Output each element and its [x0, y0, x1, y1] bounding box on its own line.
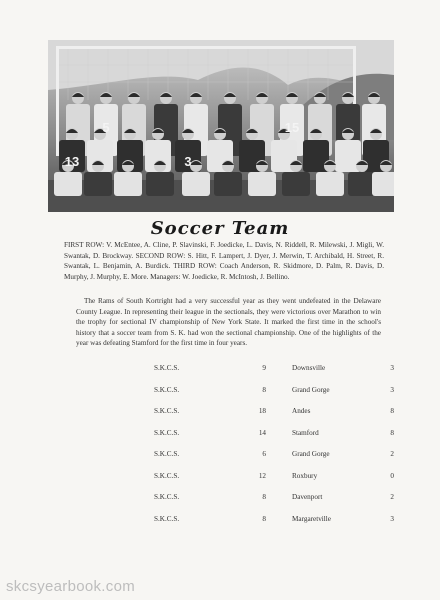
team-score: 12	[258, 471, 266, 480]
score-row	[0, 450, 440, 462]
team-score: 8	[262, 385, 266, 394]
team-name: S.K.C.S.	[154, 471, 180, 480]
season-summary: The Rams of South Kortright had a very successful year as they went undefeated in the Delaware County League. In representing their league in the sectionals, they were victorious over Marathon to win the trophy for sectional IV championship of New York State. It marked the first time in the school's history that a soccer team from S. K. had won the sectional championship. One of the highlights of the year was defeating Stamford for the first time in four years.	[76, 297, 381, 347]
jersey-number: 15	[284, 120, 300, 135]
watermark: skcsyearbook.com	[6, 578, 136, 595]
opponent-name: Grand Gorge	[292, 450, 330, 458]
opponent-name: Roxbury	[292, 471, 318, 480]
opponent-name: Davenport	[292, 493, 323, 501]
team-score: 8	[262, 514, 266, 523]
opponent-score: 3	[390, 514, 394, 523]
team-name: S.K.C.S.	[154, 364, 180, 372]
team-name: S.K.C.S.	[154, 407, 180, 415]
opponent-score: 2	[390, 493, 394, 501]
team-name: S.K.C.S.	[154, 514, 180, 523]
opponent-score: 8	[390, 428, 394, 437]
team-name: S.K.C.S.	[154, 428, 180, 437]
opponent-name: Downsville	[292, 364, 326, 372]
score-row	[0, 364, 440, 376]
jersey-number: 5	[102, 120, 110, 135]
opponent-score: 3	[390, 364, 394, 372]
score-row	[0, 515, 440, 527]
score-row	[0, 472, 440, 484]
team-score: 8	[262, 493, 266, 501]
opponent-score: 8	[390, 407, 394, 415]
jersey-number: 3	[184, 154, 192, 169]
team-name: S.K.C.S.	[154, 450, 180, 458]
team-photo-drawing	[48, 40, 394, 212]
page-title: Soccer Team	[150, 218, 290, 239]
opponent-name: Stamford	[292, 428, 319, 437]
team-score: 14	[258, 428, 266, 437]
opponent-name: Margaretville	[292, 514, 331, 523]
opponent-score: 2	[390, 450, 394, 458]
opponent-name: Grand Gorge	[292, 385, 330, 394]
opponent-name: Andes	[292, 407, 311, 415]
team-score: 9	[262, 364, 266, 372]
team-name: S.K.C.S.	[154, 493, 180, 501]
photo-caption	[64, 240, 384, 282]
jersey-number: 13	[64, 154, 80, 169]
opponent-score: 0	[390, 471, 394, 480]
opponent-score: 3	[390, 385, 394, 394]
score-row	[0, 429, 440, 441]
team-photo	[48, 40, 394, 212]
team-score: 6	[262, 450, 266, 458]
score-row	[0, 386, 440, 398]
score-row	[0, 407, 440, 419]
caption-text: FIRST ROW: V. McEntee, A. Cline, P. Slavinski, F. Joedicke, L. Davis, N. Riddell, R. Milewski, J. Migli, W. Swantak, D. Brockway. SECOND ROW: S. Hitt, F. Lampert, J. Dyer, J. Merwin, T. Archibald, H. Street, R. Swantak, L. Benjamin, A. Burdick. THIRD ROW: Coach Anderson, R. Skidmore, D. Palm, R. Davis, D. Murphy, J. Murphy, E. More. Managers: W. Joedicke, R. McIntosh, J. Bellino.	[64, 241, 384, 281]
team-score: 18	[258, 407, 266, 415]
team-name: S.K.C.S.	[154, 385, 180, 394]
score-row	[0, 493, 440, 505]
